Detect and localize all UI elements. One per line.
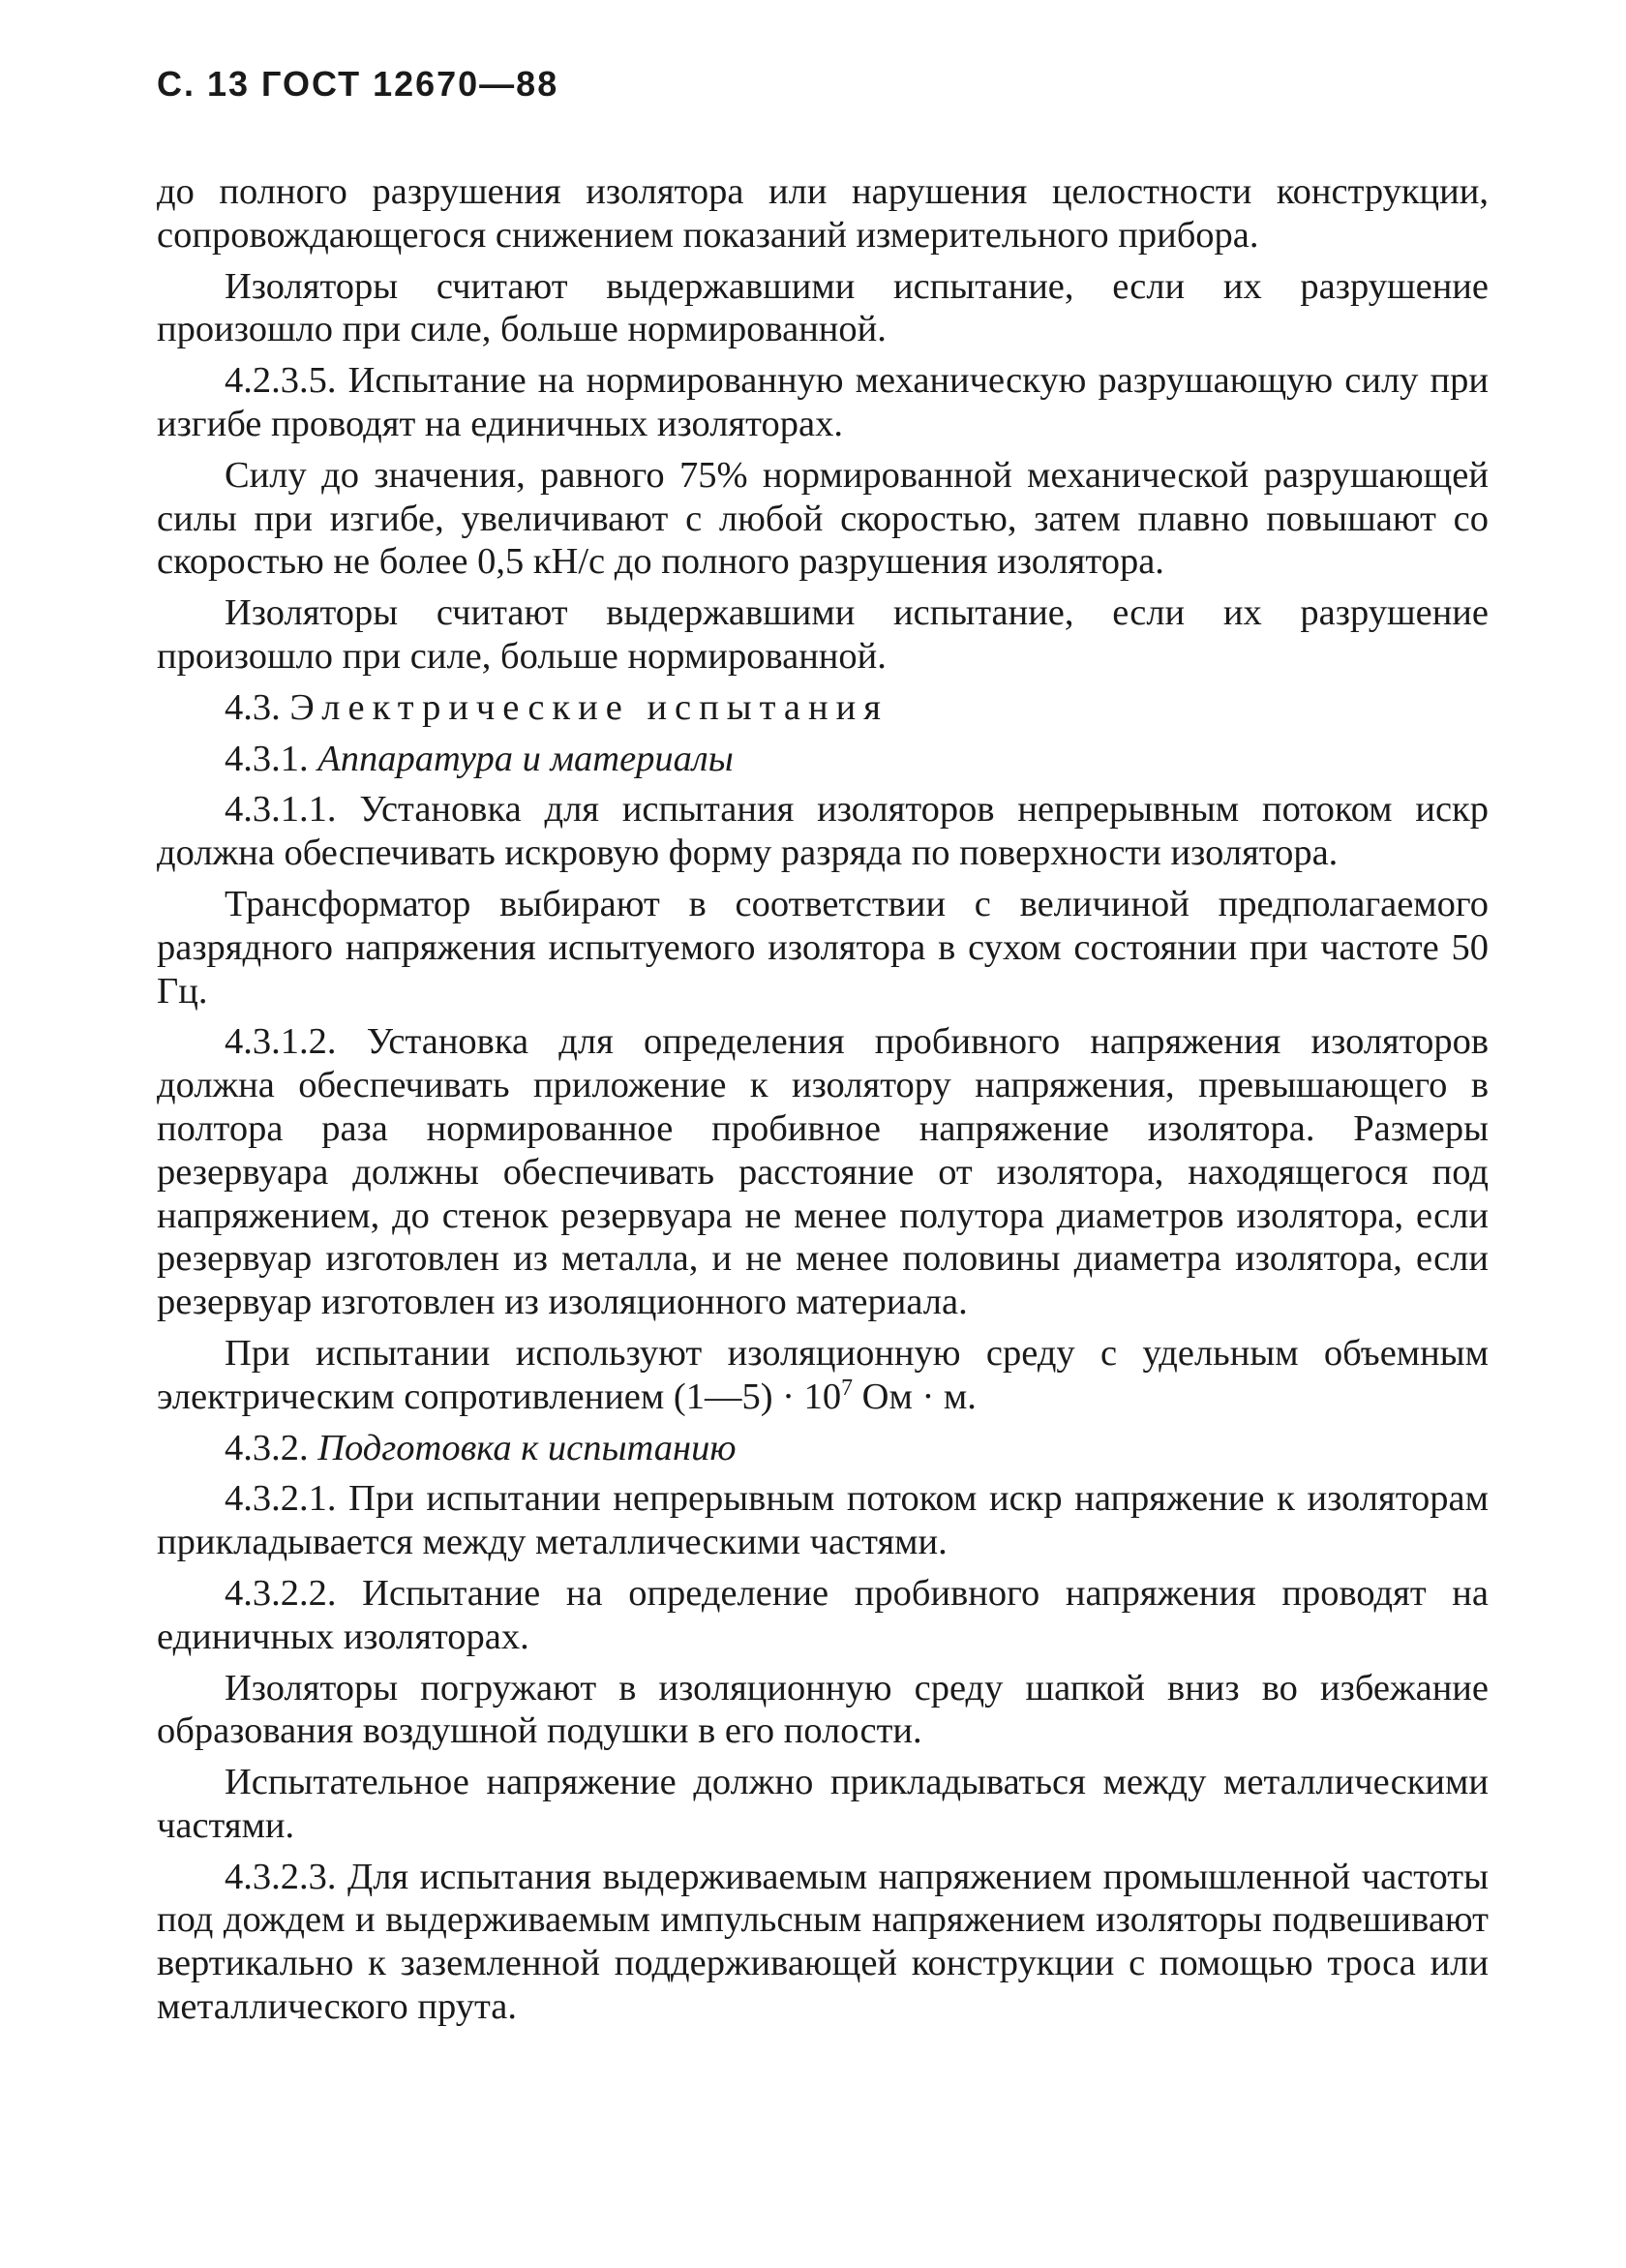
paragraph: 4.3.2.1. При испытании непрерывным потоком искр напряжение к изоляторам прикладывается между металлическими частями.: [157, 1478, 1489, 1563]
paragraph: до полного разрушения изолятора или нарушения целостности конструкции, сопровождающегося снижением показаний измерительного прибора.: [157, 171, 1489, 256]
paragraph: Изоляторы считают выдержавшими испытание, если их разрушение произошло при силе, больше нормированной.: [157, 265, 1489, 350]
subsection-number: 4.3.2.: [225, 1427, 309, 1468]
paragraph: Изоляторы погружают в изоляционную среду шапкой вниз во избежание образования воздушной подушки в его полости.: [157, 1667, 1489, 1752]
paragraph: 4.3.2.3. Для испытания выдерживаемым напряжением промышленной частоты под дождем и выдерживаемым импульсным напряжением изоляторы подвешивают вертикально к заземленной поддерживающей конструкции с помощью троса или металлического прута.: [157, 1856, 1489, 2028]
section-number: 4.3.: [225, 686, 281, 728]
subsection-title: Аппаратура и материалы: [317, 738, 734, 779]
paragraph: 4.3.1.2. Установка для определения пробивного напряжения изоляторов должна обеспечивать приложение к изолятору напряжения, превышающего в полтора раза нормированное пробивное напряжение изолятора. Размеры резервуара должны обеспечивать расстояние от изолятора, находящегося под напряжением, до стенок резервуара не менее полутора диаметров изолятора, если резервуар изготовлен из металла, и не менее половины диаметра изолятора, если резервуар изготовлен из изоляционного материала.: [157, 1021, 1489, 1323]
page-header: С. 13 ГОСТ 12670—88: [157, 64, 559, 104]
paragraph: Трансформатор выбирают в соответствии с величиной предполагаемого разрядного напряжения испытуемого изолятора в сухом состоянии при частоте 50 Гц.: [157, 883, 1489, 1012]
document-body: [157, 170, 1489, 2037]
paragraph: Силу до значения, равного 75% нормированной механической разрушающей силы при изгибе, увеличивают с любой скоростью, затем плавно повышают со скоростью не более 0,5 кН/с до полного разрушения изолятора.: [157, 454, 1489, 583]
subsection-number: 4.3.1.: [225, 738, 309, 779]
paragraph: [157, 1332, 1489, 1419]
subsection-title: Подготовка к испытанию: [317, 1427, 737, 1468]
paragraph-text: При испытании используют изоляционную среду с удельным объемным электрическим сопротивлением (1—5) · 10: [157, 1332, 1489, 1417]
paragraph-text-unit: Ом · м.: [853, 1376, 977, 1417]
subsection-heading: [157, 1427, 1489, 1470]
paragraph: 4.3.2.2. Испытание на определение пробивного напряжения проводят на единичных изоляторах.: [157, 1572, 1489, 1657]
paragraph: 4.3.1.1. Установка для испытания изоляторов непрерывным потоком искр должна обеспечивать искровую форму разряда по поверхности изолятора.: [157, 789, 1489, 874]
paragraph: Испытательное напряжение должно прикладываться между металлическими частями.: [157, 1762, 1489, 1846]
subsection-heading: [157, 738, 1489, 781]
section-heading: [157, 686, 1489, 730]
paragraph: 4.2.3.5. Испытание на нормированную механическую разрушающую силу при изгибе проводят на единичных изоляторах.: [157, 360, 1489, 444]
exponent: 7: [841, 1375, 854, 1401]
paragraph: Изоляторы считают выдержавшими испытание, если их разрушение произошло при силе, больше нормированной.: [157, 592, 1489, 677]
section-title: Электрические испытания: [289, 686, 888, 728]
